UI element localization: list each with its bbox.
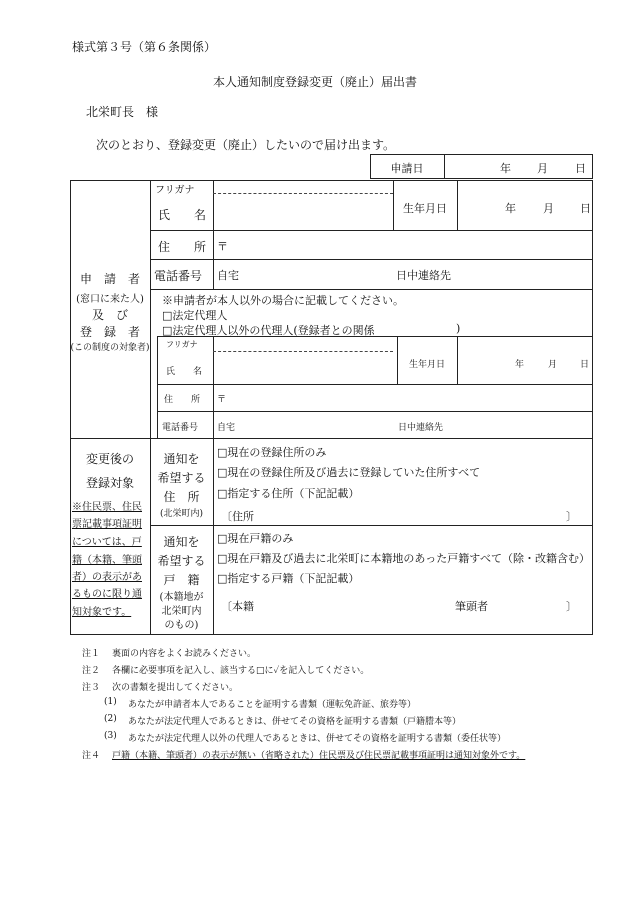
note-2: 各欄に必要事項を記入し、該当する□に✓を記入してください。	[112, 666, 370, 676]
application-date-month: 月	[537, 162, 548, 175]
specified-address-field[interactable]	[262, 505, 562, 523]
birth-day: 日	[580, 202, 591, 215]
family-notice-6: のもの)	[164, 620, 199, 631]
address-notice-3: 住 所	[163, 490, 200, 504]
change-side-label-2: 登録対象	[85, 476, 134, 490]
agent-birth-date-label: 生年月日	[408, 360, 445, 370]
phone-label: 電話番号	[154, 269, 203, 283]
note-3-sub-1-label: (1)	[104, 697, 117, 707]
agent-name-label: 氏 名	[166, 367, 203, 377]
note-4: 戸籍（本籍、筆頭者）の表示が無い（省略された）住民票及び住民票記載事項証明は通知対象外です。	[112, 751, 526, 761]
agent-address-field[interactable]	[232, 388, 587, 408]
note-4-label: 注４	[82, 751, 101, 761]
other-representative-checkbox[interactable]: □法定代理人以外の代理人(登録者との関係	[162, 324, 375, 337]
specified-address-close: 〕	[566, 510, 577, 523]
agent-birth-day: 日	[580, 360, 590, 370]
agent-name-field[interactable]	[220, 355, 390, 381]
form-title: 本人通知制度登録変更（廃止）届出書	[212, 75, 417, 89]
note-3-sub-2: あなたが法定代理人であるときは、併せてその資格を証明する書類（戸籍謄本等）	[128, 717, 462, 727]
application-date-year: 年	[500, 162, 511, 175]
family-notice-2: 希望する	[157, 554, 206, 568]
change-side-label-1: 変更後の	[85, 452, 134, 466]
application-date-label: 申請日	[390, 162, 424, 175]
intro-text: 次のとおり、登録変更（廃止）したいので届け出ます。	[96, 138, 396, 152]
agent-postal-mark: 〒	[217, 395, 227, 405]
family-option-all-checkbox[interactable]: □現在戸籍及び過去に北栄町に本籍地のあった戸籍すべて（除・改籍含む）	[217, 552, 591, 565]
application-year-field[interactable]	[450, 157, 492, 177]
side-label-registrant: 登 録 者	[79, 325, 140, 339]
family-notice-3: 戸 籍	[163, 573, 200, 587]
honseki-label: 〔本籍	[221, 600, 254, 613]
legal-representative-checkbox[interactable]: □法定代理人	[162, 309, 228, 322]
birth-date-label: 生年月日	[403, 202, 447, 215]
household-head-label: 筆頭者	[455, 600, 488, 613]
note-3: 次の書類を提出してください。	[112, 683, 239, 693]
agent-phone-label: 電話番号	[162, 423, 199, 433]
relation-close-paren: )	[456, 322, 461, 335]
note-3-sub-1: あなたが申請者本人であることを証明する書類（運転免許証、旅券等）	[128, 700, 417, 710]
phone-home: 自宅	[217, 269, 239, 282]
addressee: 北栄町長 様	[86, 105, 159, 119]
honseki-close: 〕	[566, 600, 577, 613]
birth-year: 年	[505, 202, 516, 215]
agent-phone-daytime: 日中連絡先	[398, 423, 444, 433]
note-3-label: 注３	[82, 683, 101, 693]
family-option-current-checkbox[interactable]: □現在戸籍のみ	[217, 532, 294, 545]
specified-address-label: 〔住所	[221, 510, 254, 523]
birth-month: 月	[543, 202, 554, 215]
side-label-window: (窓口に来た人)	[76, 294, 144, 305]
application-date-day: 日	[575, 162, 586, 175]
note-3-sub-3-label: (3)	[104, 731, 117, 741]
address-option-current-checkbox[interactable]: □現在の登録住所のみ	[217, 446, 327, 459]
address-notice-2: 希望する	[157, 471, 206, 485]
honseki-field[interactable]	[262, 594, 442, 612]
household-head-field[interactable]	[495, 594, 561, 612]
note-1: 裏面の内容をよくお読みください。	[112, 649, 257, 659]
family-notice-5: 北栄町内	[161, 606, 202, 617]
agent-furigana-label: フリガナ	[166, 340, 198, 349]
address-option-specified-checkbox[interactable]: □指定する住所（下記記載）	[217, 487, 360, 500]
family-option-specified-checkbox[interactable]: □指定する戸籍（下記記載）	[217, 572, 360, 585]
note-1-label: 注１	[82, 649, 101, 659]
family-notice-4: (本籍地が	[159, 592, 204, 603]
side-label-applicant: 申 請 者	[79, 272, 140, 286]
note-2-label: 注２	[82, 666, 101, 676]
address-label: 住 所	[158, 240, 207, 254]
furigana-field[interactable]	[220, 181, 390, 192]
note-3-sub-2-label: (2)	[104, 714, 117, 724]
postal-mark: 〒	[217, 240, 228, 253]
agent-furigana-field[interactable]	[220, 338, 390, 349]
phone-daytime: 日中連絡先	[396, 269, 451, 282]
note-3-sub-3: あなたが法定代理人以外の代理人であるときは、併せてその資格を証明する書類（委任状等）	[128, 734, 507, 744]
address-notice-1: 通知を	[163, 452, 200, 466]
agent-note: ※申請者が本人以外の場合に記載してください。	[162, 294, 404, 307]
form-number: 様式第３号（第６条関係）	[72, 40, 217, 54]
furigana-label: フリガナ	[155, 185, 195, 196]
side-label-and: 及 び	[91, 308, 128, 322]
name-label: 氏 名	[158, 208, 207, 222]
address-option-all-checkbox[interactable]: □現在の登録住所及び過去に登録していた住所すべて	[217, 466, 481, 479]
agent-birth-month: 月	[548, 360, 558, 370]
agent-phone-home: 自宅	[217, 423, 236, 433]
agent-birth-year: 年	[515, 360, 525, 370]
address-notice-4: (北栄町内)	[159, 509, 204, 519]
side-label-target: (この制度の対象者)	[70, 343, 150, 353]
address-field[interactable]	[232, 234, 587, 256]
agent-address-label: 住 所	[164, 395, 201, 405]
name-field[interactable]	[220, 198, 390, 226]
family-notice-1: 通知を	[163, 535, 200, 549]
